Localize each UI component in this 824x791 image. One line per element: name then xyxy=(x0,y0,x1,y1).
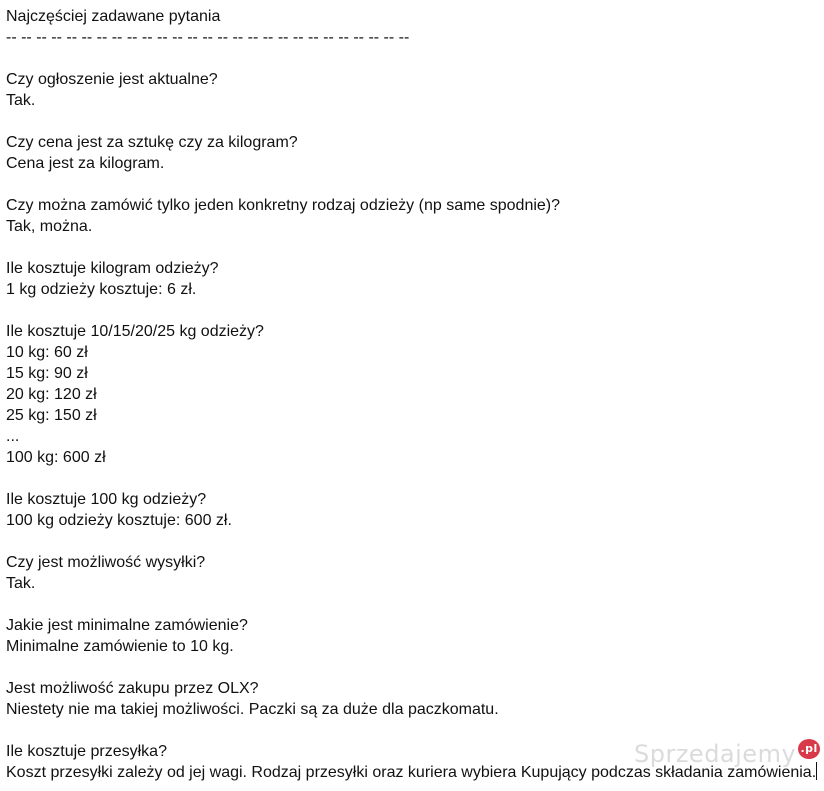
spacer xyxy=(6,531,818,552)
faq-item xyxy=(6,615,818,657)
faq-answer: 1 kg odzieży kosztuje: 6 zł. xyxy=(6,281,197,298)
faq-question: Jest możliwość zakupu przez OLX? xyxy=(6,680,259,697)
watermark-logo xyxy=(634,740,820,769)
faq-answer: 100 kg: 600 zł xyxy=(6,449,106,466)
spacer xyxy=(6,48,818,69)
faq-item xyxy=(6,258,818,300)
faq-item xyxy=(6,321,818,468)
watermark-badge: .pl xyxy=(798,739,820,759)
faq-question: Czy można zamówić tylko jeden konkretny rodzaj odzieży (np same spodnie)? xyxy=(6,197,561,214)
faq-question: Ile kosztuje 100 kg odzieży? xyxy=(6,491,207,508)
faq-item xyxy=(6,195,818,237)
faq-answer: Koszt przesyłki zależy od jej wagi. Rodzaj przesyłki oraz kuriera wybiera Kupujący podczas składania zamówienia. xyxy=(6,764,817,781)
spacer xyxy=(6,174,818,195)
title-divider: -- -- -- -- -- -- -- -- -- -- -- -- -- -- -- -- -- -- -- -- -- -- -- -- -- -- -- xyxy=(6,29,410,46)
faq-answer: Minimalne zamówienie to 10 kg. xyxy=(6,638,234,655)
faq-answer: Tak. xyxy=(6,575,36,592)
faq-answer: Tak. xyxy=(6,92,36,109)
faq-answer: ... xyxy=(6,428,20,445)
faq-item xyxy=(6,489,818,531)
spacer xyxy=(6,111,818,132)
faq-question: Ile kosztuje przesyłka? xyxy=(6,743,167,760)
spacer xyxy=(6,237,818,258)
faq-answer: 20 kg: 120 zł xyxy=(6,386,97,403)
faq-answer: 10 kg: 60 zł xyxy=(6,344,88,361)
faq-item xyxy=(6,132,818,174)
faq-question: Ile kosztuje 10/15/20/25 kg odzieży? xyxy=(6,323,264,340)
faq-answer: Tak, można. xyxy=(6,218,93,235)
faq-answer: Niestety nie ma takiej możliwości. Paczki są za duże dla paczkomatu. xyxy=(6,701,499,718)
spacer xyxy=(6,300,818,321)
faq-question: Czy cena jest za sztukę czy za kilogram? xyxy=(6,134,298,151)
faq-question: Ile kosztuje kilogram odzieży? xyxy=(6,260,219,277)
spacer xyxy=(6,468,818,489)
spacer xyxy=(6,657,818,678)
faq-question: Czy jest możliwość wysyłki? xyxy=(6,554,206,571)
faq-question: Jakie jest minimalne zamówienie? xyxy=(6,617,248,634)
faq-item xyxy=(6,69,818,111)
faq-document xyxy=(6,6,818,783)
faq-item xyxy=(6,678,818,720)
faq-item xyxy=(6,552,818,594)
faq-question: Czy ogłoszenie jest aktualne? xyxy=(6,71,218,88)
faq-answer: 100 kg odzieży kosztuje: 600 zł. xyxy=(6,512,232,529)
faq-answer: 15 kg: 90 zł xyxy=(6,365,88,382)
watermark-text: Sprzedajemy xyxy=(634,740,797,768)
spacer xyxy=(6,594,818,615)
faq-answer: 25 kg: 150 zł xyxy=(6,407,97,424)
faq-answer: Cena jest za kilogram. xyxy=(6,155,165,172)
document-title: Najczęściej zadawane pytania xyxy=(6,8,221,25)
spacer xyxy=(6,720,818,741)
